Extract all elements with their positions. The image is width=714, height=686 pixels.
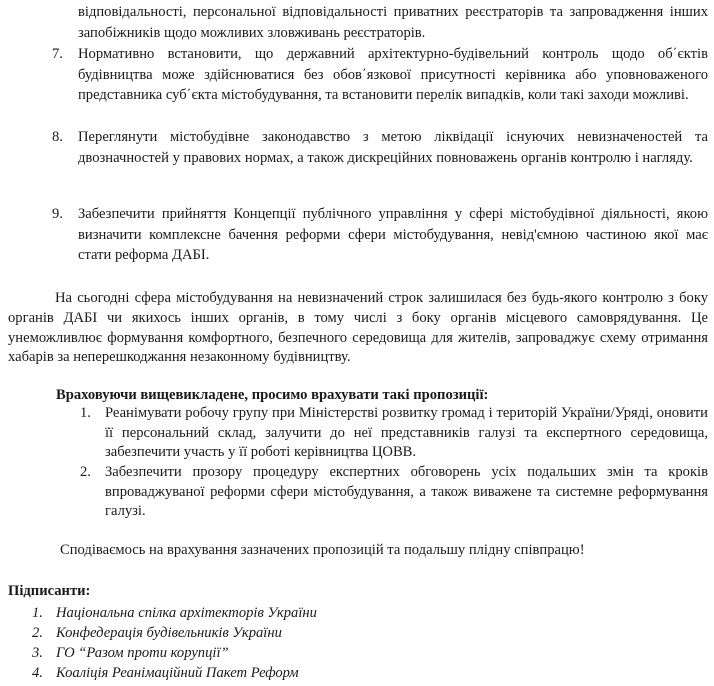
- proposal-item-1: [80, 404, 708, 463]
- signatory-name: Конфедерація будівельників України: [56, 625, 282, 641]
- signatory-item: [32, 603, 532, 623]
- list-text: Забезпечити прозору процедуру експертних обговорень усіх подальших змін та кроків впроваджуваної реформи сфери містобудування, а також виважене та системне реформування галузі.: [105, 464, 708, 519]
- list-item-continuation: відповідальності, персональної відповідальності приватних реєстраторів та запровадження інших запобіжників щодо можливих зловживань реєстраторів.: [78, 4, 708, 41]
- proposals-heading: [56, 385, 706, 406]
- signatory-name: ГО “Разом проти корупції”: [56, 645, 229, 661]
- list-number: 1.: [80, 405, 91, 421]
- list-number: 9.: [52, 206, 63, 222]
- list-text: Нормативно встановити, що державний архітектурно-будівельний контроль щодо об΄єктів будівництва може здійснюватися без обов΄язкової присутності керівника або уповноваженого представника суб΄єкта містобудування, та встановити перелік випадків, коли такі заходи можливі.: [78, 46, 708, 104]
- list-number: 2.: [32, 625, 43, 641]
- list-number: 4.: [32, 665, 43, 681]
- signatory-name: Національна спілка архітекторів України: [56, 605, 317, 621]
- signatory-item: [32, 623, 532, 643]
- body-paragraph: На сьогодні сфера містобудування на невизначений строк залишилася без будь-якого контролю з боку органів ДАБІ чи якихось інших органів, в тому числі з боку органів місцевого самоврядування. Це унеможливлює формування комфортного, безпечного середовища для жителів, запроваджує схему отримання хабарів за неперешкоджання незаконному будівництву.: [8, 290, 708, 366]
- proposal-item-2: [80, 463, 708, 522]
- signatory-item: [32, 663, 532, 683]
- list-number: 8.: [52, 129, 63, 145]
- signatory-item: [32, 643, 532, 663]
- signatories-heading: [8, 581, 308, 602]
- list-number: 7.: [52, 46, 63, 62]
- signatories-heading-text: Підписанти:: [8, 583, 91, 599]
- list-number: 2.: [80, 464, 91, 480]
- signatory-name: Коаліція Реанімаційний Пакет Реформ: [56, 665, 299, 681]
- list-text: Забезпечити прийняття Концепції публічного управління у сфері містобудівної діяльності, якою визначити комплексне бачення реформи сфери містобудування, невід'ємною частиною якої має стати реформа ДАБІ.: [78, 206, 708, 264]
- list-number: 1.: [32, 605, 43, 621]
- list-text: Реанімувати робочу групу при Міністерстві розвитку громад і територій України/Уряді, оновити її персональний склад, залучити до неї представників галузі та експертного середовища, забезпечити участь у її роботі керівництва ЦОВВ.: [105, 405, 708, 460]
- proposals-heading-text: Враховуючи вищевикладене, просимо врахувати такі пропозиції:: [56, 387, 489, 403]
- list-text: Переглянути містобудівне законодавство з метою ліквідації існуючих невизначеностей та двозначностей у правових нормах, а також дискреційних повноважень органів контролю і нагляду.: [78, 129, 708, 166]
- closing-text: Сподіваємось на врахування зазначених пропозицій та подальшу плідну співпрацю!: [60, 542, 585, 558]
- list-item-8: [52, 127, 708, 168]
- list-item-9: [52, 204, 708, 266]
- list-number: 3.: [32, 645, 43, 661]
- list-item-7: [52, 44, 708, 106]
